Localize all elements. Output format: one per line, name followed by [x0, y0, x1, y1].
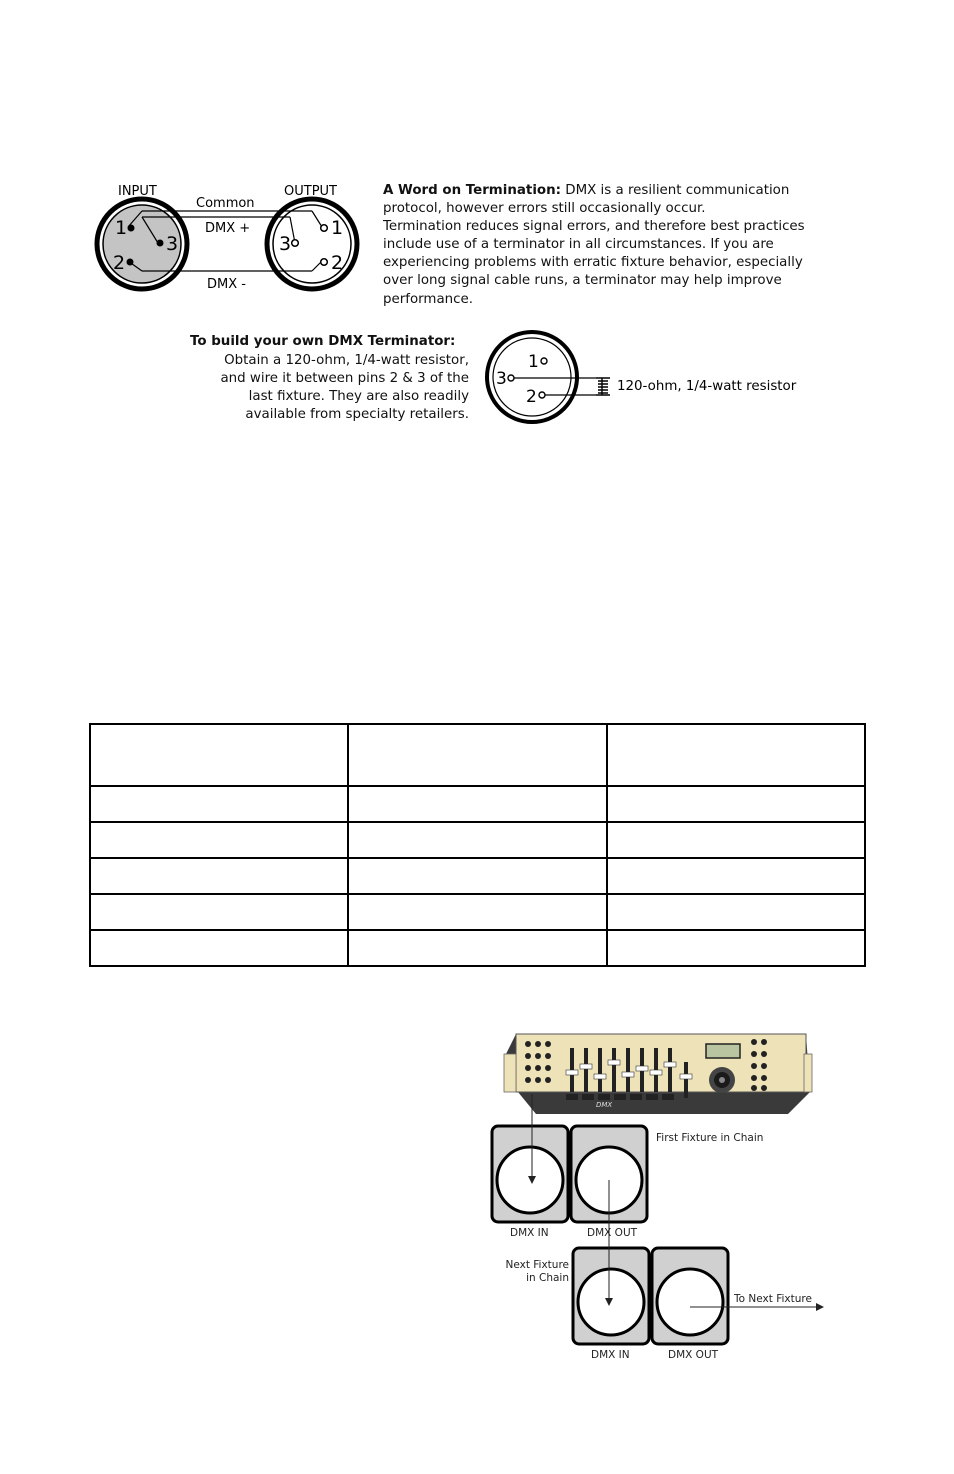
first-dmx-in-label: DMX IN: [510, 1227, 549, 1239]
input-pin-1: 1: [115, 217, 128, 239]
terminator-pin-3: 3: [496, 369, 507, 389]
build-line-3: last fixture. They are also readily: [248, 389, 469, 404]
dmx-minus-label: DMX -: [207, 277, 246, 292]
next-dmx-out-label: DMX OUT: [668, 1349, 719, 1360]
termination-line-6: over long signal cable runs, a terminator may help improve: [383, 273, 782, 289]
table-row: [90, 724, 865, 786]
build-line-4: available from specialty retailers.: [245, 407, 469, 422]
output-pin-2: 2: [331, 252, 344, 274]
termination-heading: A Word on Termination:: [383, 183, 561, 198]
input-pin-2: 2: [113, 252, 126, 274]
xlr-wiring-diagram: [90, 175, 380, 300]
first-dmx-out-label: DMX OUT: [587, 1227, 638, 1239]
input-label: INPUT: [118, 184, 157, 199]
next-fixture-label-line-2: in Chain: [526, 1272, 569, 1284]
next-dmx-in-label: DMX IN: [591, 1349, 630, 1360]
build-terminator-title: To build your own DMX Terminator:: [190, 334, 456, 349]
termination-line-2: protocol, however errors still occasionally occur.: [383, 201, 706, 217]
output-pin-1: 1: [331, 217, 344, 239]
first-fixture-label: First Fixture in Chain: [656, 1132, 764, 1144]
blank-table: [89, 723, 866, 967]
termination-paragraph: [383, 182, 853, 309]
dmx-plus-label: DMX +: [205, 221, 251, 236]
output-label: OUTPUT: [284, 184, 337, 199]
to-next-fixture-label: To Next Fixture: [734, 1293, 812, 1305]
table-row: [90, 786, 865, 822]
build-line-1: Obtain a 120-ohm, 1/4-watt resistor,: [224, 353, 469, 368]
resistor-symbol: [596, 378, 610, 395]
termination-line-3: Termination reduces signal errors, and therefore best practices: [383, 219, 805, 235]
resistor-label: 120-ohm, 1/4-watt resistor: [617, 379, 797, 394]
dmx-chain-diagram: [488, 1030, 828, 1360]
build-line-2: and wire it between pins 2 & 3 of the: [220, 371, 469, 386]
table-row: [90, 822, 865, 858]
termination-line-1: DMX is a resilient communication: [561, 183, 790, 198]
dmx-controller: [504, 1034, 812, 1114]
table-row: [90, 858, 865, 894]
next-fixture-label-line-1: Next Fixture: [505, 1259, 569, 1271]
controller-brand: DMX: [596, 1101, 613, 1109]
build-terminator-text: [176, 352, 469, 424]
terminator-pin-2: 2: [526, 387, 537, 407]
input-pin-3: 3: [166, 233, 179, 255]
terminator-pin-1: 1: [528, 352, 539, 372]
common-label: Common: [196, 196, 255, 211]
arrow-head-icon: [816, 1303, 824, 1311]
terminator-diagram: [484, 328, 824, 428]
termination-line-5: experiencing problems with erratic fixture behavior, especially: [383, 255, 803, 271]
table-row: [90, 894, 865, 930]
termination-line-7: performance.: [383, 291, 474, 307]
output-pin-3: 3: [279, 233, 292, 255]
termination-line-4: include use of a terminator in all circumstances. If you are: [383, 237, 774, 253]
table-row: [90, 930, 865, 966]
